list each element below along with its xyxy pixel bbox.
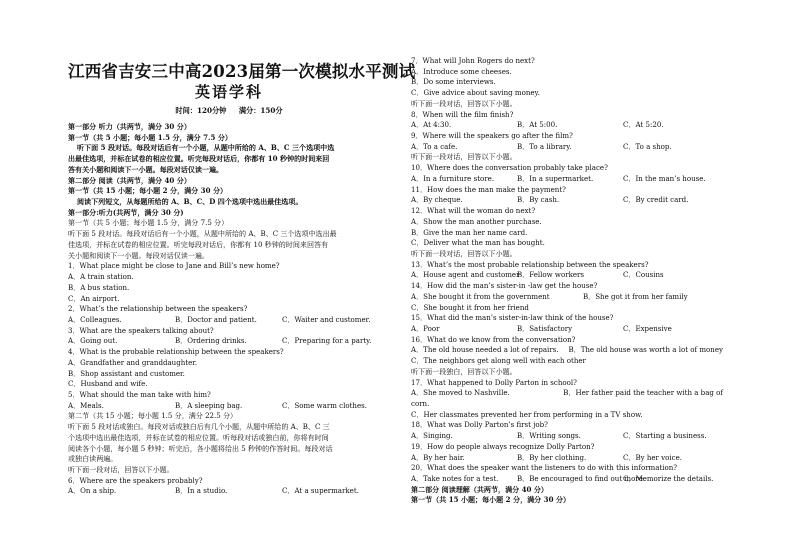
text-line: 听下面 5 段对话或独白。每段对话或独白后有几个小题，从题中所给的 A、B、C 三 (68, 422, 330, 432)
page-title: 江西省吉安三中高2023届第一次模拟水平测试 (68, 62, 416, 81)
subject-title: 英语学科 (194, 83, 263, 101)
text-line: 第一部分 听力（共两节，满分 30 分） (68, 122, 191, 131)
text-line: A．Grandfather and granddaughter. (68, 357, 198, 367)
answer-option: B．In a supermarket. (517, 173, 594, 183)
answer-option: B．By cash. (517, 195, 560, 205)
answer-option: C．At a supermarket. (282, 486, 359, 496)
text-line: C．Her classmates prevented her from performing in a TV show. (411, 409, 643, 419)
text-line: C．Give advice about saving money. (411, 88, 540, 98)
exam-meta (68, 106, 390, 116)
answer-option: C．Memorize the details. (623, 474, 714, 484)
answer-option: B．Her father paid the teacher with a bag of (563, 388, 723, 398)
text-line: 5．What should the man take with him? (68, 389, 211, 399)
text-line: 听下面一段独白，回答以下小题。 (411, 366, 517, 376)
answer-option: A．House agent and customer (411, 270, 520, 280)
answer-option: B．At 5:00. (517, 120, 558, 130)
exam-time: 时间：120分钟 (175, 106, 227, 115)
answer-option: B．In a studio. (175, 486, 228, 496)
answer-option: C．Waiter and customer. (282, 314, 371, 324)
text-line: 7．What will John Rogers do next? (411, 56, 535, 65)
answer-option: A．Meals. (68, 400, 104, 410)
answer-option: B．Ordering drinks. (175, 336, 247, 346)
option-row (411, 431, 723, 442)
text-line: B．Give the man her name card. (411, 227, 528, 237)
text-line: 阅读各个小题，每小题 5 秒钟；听完后，各小题将给出 5 秒钟的作答时间。每段对话 (68, 443, 333, 453)
text-line: C．The neighbors get along well with each other (411, 356, 586, 366)
text-line: 9．Where will the speakers go after the film? (411, 131, 573, 141)
answer-option: C．By her voice. (623, 452, 682, 462)
option-row (411, 292, 723, 303)
option-row (411, 388, 723, 399)
text-line: A．Show the man another purchase. (411, 216, 542, 226)
text-line: 4．What is the probable relationship between the speakers? (68, 347, 284, 357)
option-row (411, 270, 723, 281)
text-line: 听下面一段对话，回答以下小题。 (411, 152, 517, 162)
text-line: corn. (411, 399, 430, 408)
text-line: 第一部分:听力(共两节，满分 30 分) (68, 207, 184, 217)
text-line: 17．What happened to Dolly Parton in school? (411, 377, 577, 387)
answer-option: B．A sleeping bag. (175, 400, 243, 410)
option-row (411, 474, 723, 485)
text-line: B．Shop assistant and customer. (68, 368, 185, 378)
text-line: 20．What does the speaker want the listeners to do with this information? (411, 463, 678, 473)
text-line: A．Introduce some cheeses. (411, 66, 512, 76)
answer-option: A．At 4:30. (411, 120, 452, 130)
answer-option: C．By credit card. (623, 195, 689, 205)
option-row (68, 315, 390, 326)
text-line: 听下面 5 段对话。每段对话后有一个小题，从题中所给的 A、B、C 三个选项中选 (77, 143, 335, 153)
text-line: 听下面 5 段对话。每段对话后有一个小题，从题中所给的 A、B、C 三个选项中选出最 (68, 229, 337, 239)
option-row (411, 324, 723, 335)
text-line: 答有关小题和阅读下一小题。每段对话仅读一遍。 (68, 164, 224, 174)
text-line: 19．How do people always recognize Dolly Parton? (411, 441, 595, 451)
text-line: 或独白读两遍。 (68, 454, 118, 464)
option-row (411, 195, 723, 206)
text-line: 3．What are the speakers talking about? (68, 325, 214, 335)
text-line: C．An airport. (68, 293, 120, 303)
text-line: 第二部分 阅读理解（共两节，满分 40 分） (411, 484, 548, 494)
text-line: 16．What do we know from the conversation? (411, 334, 576, 344)
text-line: B．A bus station. (68, 282, 130, 292)
text-line: 12．What will the woman do next? (411, 206, 536, 216)
answer-option: A．She bought it from the government (411, 291, 550, 301)
text-line: 10．Where does the conversation probably take place? (411, 163, 608, 173)
text-line: 听下面一段对话，回答以下小题。 (68, 465, 174, 474)
answer-option: A．By cheque. (411, 195, 463, 205)
text-line: A．A train station. (68, 272, 134, 282)
option-row (68, 486, 390, 497)
text-line: 15．What did the man’s sister-in-law think of the house? (411, 313, 614, 323)
text-line: 佳选项，并标在试卷的相应位置。听完每段对话后，你都有 10 秒钟的时间来回答有 (68, 239, 329, 249)
answer-option: C．Cousins (623, 270, 664, 280)
answer-option: B．Writing songs. (517, 431, 581, 441)
text-line: 14．How did the man’s sister-in -law get the house? (411, 281, 598, 291)
option-row (68, 336, 390, 347)
answer-option: A．The old house needed a lot of repairs. (411, 345, 559, 355)
right-lines (411, 56, 723, 506)
text-line: 第二节（共 15 小题；每小题 1.5 分，满分 22.5 分） (68, 411, 238, 421)
text-line: 第一节（共 5 小题；每小题 1.5 分，满分 7.5 分） (68, 132, 232, 142)
text-line: 6．Where are the speakers probably? (68, 475, 203, 485)
text-line: 阅读下列短文，从每题所给的 A、B、C、D 四个选项中选出最佳选项。 (77, 197, 303, 207)
answer-option: C．Expensive (623, 323, 672, 333)
text-line: C．Deliver what the man has bought. (411, 238, 545, 248)
answer-option: A．On a ship. (68, 486, 117, 496)
answer-option: A．In a furniture store. (411, 173, 495, 183)
text-line: 第一节（共 15 小题；每小题 2 分，满分 30 分） (68, 186, 228, 196)
answer-option: B．Be encouraged to find out more. (517, 474, 646, 484)
answer-option: B．Doctor and patient. (175, 314, 257, 324)
text-line: B．Do some interviews. (411, 77, 496, 87)
text-line: 8．When will the film finish? (411, 109, 514, 119)
answer-option: A．Singing. (411, 431, 453, 441)
option-row (411, 142, 723, 153)
answer-option: B．Satisfactory (517, 323, 573, 333)
option-row (411, 174, 723, 185)
text-line: 第一节（共 5 小题；每小题 1.5 分，满分 7.5 分） (68, 218, 229, 228)
answer-option: B．Fellow workers (517, 270, 584, 280)
text-line: 听下面一段对话，回答以下小题。 (411, 98, 517, 108)
answer-option: B．The old house was worth a lot of money (568, 345, 723, 355)
answer-option: A．Poor (411, 323, 440, 333)
answer-option: C．Starting a business. (623, 431, 707, 441)
answer-option: A．To a cafe. (411, 141, 458, 151)
answer-option: B．She got it from her family (583, 291, 688, 301)
text-line: C．Husband and wife. (68, 379, 148, 389)
exam-score: 满分：150分 (238, 106, 283, 115)
option-row (68, 401, 390, 412)
left-lines (68, 122, 390, 497)
text-line: 18．What was Dolly Parton’s first job? (411, 420, 548, 430)
text-line: 关小题和阅读下一小题。每段对话仅读一遍。 (68, 250, 209, 260)
answer-option: C．At 5:20. (623, 120, 664, 130)
text-line: 第一节（共 15 小题；每小题 2 分，满分 30 分） (411, 495, 571, 505)
text-line: 2．What’s the relationship between the speakers? (68, 304, 248, 314)
answer-option: C．In the man’s house. (623, 173, 706, 183)
answer-option: A．Take notes for a test. (411, 474, 499, 484)
text-line: C．She bought it from her friend (411, 302, 529, 312)
text-line: 个选项中选出最佳选项，并标在试卷的相应位置。听每段对话或独白前，你将有时间 (68, 432, 329, 442)
text-line: 听下面一段对话，回答以下小题。 (411, 248, 517, 258)
option-row (411, 453, 723, 464)
text-line: 13．What’s the most probable relationship between the speakers? (411, 259, 649, 269)
text-line: 11．How does the man make the payment? (411, 184, 566, 194)
text-line: 第二部分 阅读（共两节，满分 40 分） (68, 175, 191, 185)
option-row (411, 345, 723, 356)
answer-option: C．Some warm clothes. (282, 400, 367, 410)
answer-option: A．By her hair. (411, 452, 465, 462)
answer-option: A．Going out. (68, 336, 118, 346)
answer-option: B．By her clothing. (517, 452, 587, 462)
text-line: 1．What place might be close to Jane and Bill’s new home? (68, 261, 280, 271)
answer-option: A．She moved to Nashville. (411, 388, 510, 398)
answer-option: C．To a shop. (623, 141, 672, 151)
answer-option: B．To a library. (517, 141, 572, 151)
answer-option: C．Preparing for a party. (282, 336, 372, 346)
option-row (411, 120, 723, 131)
answer-option: A．Colleagues. (68, 314, 122, 324)
text-line: 出最佳选项，并标在试卷的相应位置。听完每段对话后，你都有 10 秒钟的时间来回 (68, 154, 330, 164)
